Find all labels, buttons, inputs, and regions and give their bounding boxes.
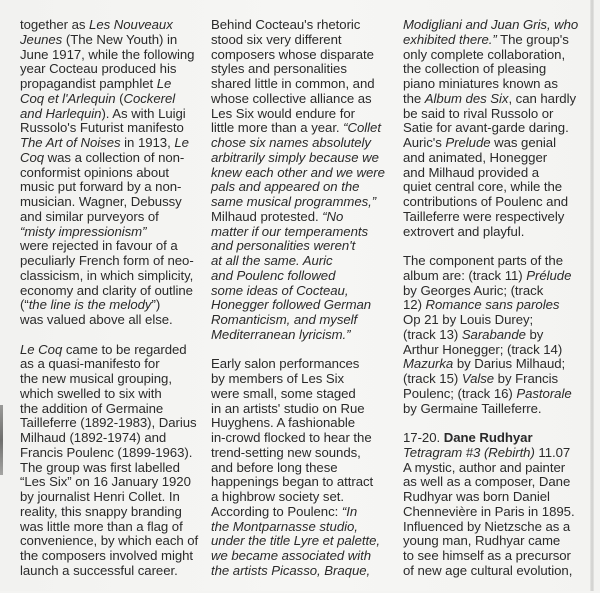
text-line	[211, 520, 391, 535]
text-run: , can hardly	[508, 90, 577, 106]
italic-text: “In	[341, 503, 358, 519]
text-run: by members of Les Six	[211, 371, 345, 386]
italic-text: Sarabande	[461, 326, 526, 342]
text-run: by Francis	[494, 371, 559, 386]
italic-text: Le	[174, 135, 189, 150]
text-run: (track 15)	[403, 371, 462, 386]
text-line	[20, 461, 200, 476]
text-line	[20, 77, 200, 92]
text-line	[403, 503, 575, 520]
text-line	[403, 402, 571, 417]
italic-text: Coq et l'Arlequin	[20, 90, 116, 106]
text-line	[403, 210, 571, 225]
text-run: Tailleferre were respectively	[403, 208, 565, 224]
text-run: The component parts of the	[403, 253, 563, 268]
text-line	[211, 416, 391, 431]
text-run: Behind Cocteau's rhetoric	[211, 17, 361, 32]
text-run: a highbrow society set.	[211, 489, 344, 504]
italic-text: the Montparnasse studio,	[211, 518, 358, 534]
text-run: propagandist pamphlet	[20, 76, 157, 91]
italic-text: matter if our temperaments	[211, 223, 369, 239]
text-line	[211, 18, 391, 33]
text-run: styles and personalities	[211, 61, 347, 77]
italic-text: Mediterranean lyricism.”	[211, 326, 351, 342]
italic-text: exhibited there.”	[403, 31, 497, 47]
text-run: Milhaud (1892-1974) and	[20, 430, 167, 445]
italic-text: Prélude	[526, 267, 572, 283]
text-line	[211, 239, 391, 254]
text-line	[20, 549, 200, 564]
text-run: and before long these	[211, 459, 338, 475]
text-run: by	[525, 326, 544, 342]
italic-text: Prelude	[445, 135, 491, 150]
text-run: album are: (track 11)	[403, 267, 527, 283]
italic-text: under the title Lyre et palette,	[211, 533, 380, 549]
italic-text: Honegger followed German	[211, 297, 372, 313]
text-line	[211, 475, 391, 490]
text-run: extrovert and playful.	[403, 223, 525, 239]
paragraph	[403, 430, 575, 579]
text-run: peculiarly French form of neo-	[20, 253, 194, 268]
italic-text: “No	[322, 208, 344, 224]
text-line	[211, 534, 391, 549]
text-line	[403, 549, 571, 564]
text-run: together as	[20, 17, 90, 32]
text-line	[20, 225, 200, 240]
italic-text: we became associated with	[211, 548, 372, 563]
text-line	[403, 90, 577, 107]
italic-text: Cockerel	[123, 90, 176, 106]
text-line	[403, 343, 571, 358]
text-line	[20, 520, 200, 535]
text-run: and Milhaud provided a	[403, 164, 539, 180]
text-run: year Cocteau produced his	[20, 61, 177, 77]
text-run: music put forward by a non-	[20, 179, 182, 195]
text-line	[403, 446, 571, 461]
text-line	[20, 490, 200, 505]
text-line	[403, 48, 571, 63]
text-run: in an artists' studio on Rue	[211, 400, 365, 416]
text-run: were rejected in favour of a	[20, 238, 178, 254]
italic-text: and Harlequin	[20, 105, 102, 121]
text-line	[403, 33, 571, 48]
text-line	[211, 372, 391, 387]
text-line	[211, 461, 391, 476]
text-run: A mystic, author and painter	[403, 459, 566, 475]
text-line	[211, 136, 391, 151]
text-line	[403, 284, 571, 299]
text-line	[403, 534, 571, 549]
italic-text: Le	[156, 76, 172, 91]
text-run: Chennevière in Paris in 1895.	[403, 503, 575, 519]
text-run: conformist opinions about	[20, 164, 170, 180]
text-line	[211, 387, 391, 402]
text-run: little more than a year.	[211, 120, 344, 136]
text-line	[403, 121, 571, 136]
text-line	[20, 62, 200, 77]
text-run: Satie for avant-garde daring.	[403, 120, 569, 136]
text-run: trend-setting new sounds,	[211, 444, 361, 460]
italic-text: the artists Picasso, Braque,	[211, 562, 371, 578]
italic-text: pals and appeared on the	[211, 179, 360, 195]
text-line	[403, 77, 571, 92]
text-line	[403, 195, 571, 210]
italic-text: chose six names absolutely	[211, 135, 371, 150]
text-run: economy and clarity of outline	[20, 282, 193, 298]
text-run: was a collection of non-	[44, 149, 185, 165]
text-line	[211, 284, 391, 299]
text-line	[403, 520, 571, 535]
italic-text: Romanticism, and myself	[211, 312, 358, 327]
text-line	[20, 446, 200, 461]
italic-text: and personalities weren't	[211, 238, 356, 254]
text-run: happenings began to attract	[211, 474, 374, 490]
text-run: stood six very different	[211, 31, 342, 47]
text-line	[20, 180, 200, 195]
text-line	[403, 431, 571, 446]
italic-text: Coq	[20, 149, 45, 165]
italic-text: at all the same. Auric	[211, 253, 333, 268]
text-column-3	[403, 17, 579, 593]
italic-text: Modigliani and Juan Gris, who	[403, 17, 579, 32]
text-run: ”)	[151, 297, 161, 313]
text-line	[403, 298, 571, 313]
text-line	[403, 313, 571, 328]
text-run: quiet central core, while the	[403, 179, 563, 195]
text-run: contributions of Poulenc and	[403, 194, 569, 209]
text-run: the addition of Germaine	[20, 400, 164, 416]
text-run: 11.07	[534, 444, 571, 460]
text-run: composers whose disparate	[211, 46, 374, 62]
italic-text: knew each other and we were	[211, 164, 385, 180]
text-run: Op 21 by Louis Durey;	[403, 312, 534, 327]
text-line	[211, 225, 391, 240]
text-line	[211, 564, 391, 579]
text-run: the new musical grouping,	[20, 371, 172, 386]
text-line	[20, 357, 200, 372]
text-line	[211, 446, 391, 461]
page-binding-edge	[590, 0, 594, 591]
text-run: Russolo's Futurist manifesto	[20, 120, 184, 136]
text-line	[20, 343, 200, 358]
text-run: classicism, in which simplicity,	[20, 267, 194, 283]
text-run: Francis Poulenc (1899-1963).	[20, 444, 193, 460]
scan-edge-mark	[0, 405, 3, 475]
text-line	[403, 372, 571, 387]
text-line	[403, 490, 571, 505]
paragraph	[403, 17, 579, 239]
text-line	[20, 210, 200, 225]
text-run: convenience, by which each of	[20, 533, 199, 549]
text-run: reality, this snappy branding	[20, 503, 182, 519]
text-run: Milhaud protested.	[211, 208, 323, 224]
text-line	[211, 180, 391, 195]
text-line	[211, 505, 391, 520]
text-run: came to be regarded	[62, 341, 187, 357]
text-line	[211, 254, 391, 269]
text-run: in 1913,	[120, 135, 175, 150]
italic-text: and Poulenc followed	[211, 267, 336, 283]
text-run: by Germaine Tailleferre.	[403, 400, 542, 416]
text-run: Early salon performances	[211, 356, 360, 372]
text-line	[211, 151, 391, 166]
text-line	[403, 62, 571, 77]
text-line	[20, 313, 200, 328]
text-line	[403, 17, 579, 33]
text-run: launch a successful career.	[20, 562, 178, 578]
text-line	[403, 328, 571, 343]
text-line	[403, 564, 571, 579]
text-run: by Georges Auric; (track	[403, 282, 544, 298]
italic-text: Pastorale	[516, 385, 572, 401]
text-line	[211, 402, 391, 417]
text-run: piano miniatures known as	[403, 76, 558, 91]
text-line	[403, 166, 571, 181]
text-line	[403, 136, 571, 151]
text-run: shared little in common, and	[211, 76, 375, 91]
text-run: 12)	[403, 297, 426, 313]
text-line	[20, 92, 200, 107]
italic-text: “Collet	[343, 120, 381, 136]
text-line	[403, 269, 571, 284]
text-line	[211, 313, 391, 328]
text-run: (The New Youth) in	[62, 31, 178, 47]
italic-text: Mazurka	[403, 356, 454, 372]
text-run: by Darius Milhaud;	[453, 356, 566, 372]
text-line	[403, 180, 571, 195]
text-column-1	[20, 18, 200, 593]
text-run: 17-20.	[403, 430, 444, 445]
text-line	[211, 62, 391, 77]
text-run: musician. Wagner, Debussy	[20, 194, 182, 209]
text-run: to see himself as a precursor	[403, 548, 571, 563]
text-line	[20, 505, 200, 520]
text-line	[20, 284, 200, 299]
text-run: as well as a composer, Dane	[403, 474, 571, 490]
text-line	[211, 166, 391, 181]
text-line	[211, 357, 391, 372]
text-run: Auric's	[403, 135, 446, 150]
text-line	[20, 254, 200, 269]
text-line	[211, 210, 391, 225]
text-run: whose collective alliance as	[211, 90, 372, 106]
text-run: Poulenc; (track 16)	[403, 385, 517, 401]
text-line	[211, 48, 391, 63]
text-column-2	[211, 18, 391, 593]
text-run: “Les Six” on 16 January 1920	[20, 474, 191, 490]
italic-text: some ideas of Cocteau,	[211, 282, 349, 298]
text-run: of new age cultural evolution,	[403, 562, 573, 578]
text-line	[211, 490, 391, 505]
text-line	[403, 254, 571, 269]
paragraph	[20, 18, 200, 328]
paragraph	[211, 18, 391, 343]
text-run: (	[115, 90, 124, 106]
text-line	[20, 48, 200, 63]
text-run: The group was first labelled	[20, 459, 180, 475]
text-run: ). As with Luigi	[101, 105, 186, 121]
text-line	[20, 121, 200, 136]
paragraph	[211, 357, 391, 578]
italic-text: Valse	[461, 371, 495, 386]
text-line	[211, 328, 391, 343]
text-line	[20, 239, 200, 254]
italic-text: Le Coq	[20, 341, 63, 357]
text-run: by journalist Henri Collet. In	[20, 489, 180, 504]
text-line	[211, 431, 391, 446]
italic-text: Jeunes	[20, 31, 63, 47]
bold-text: Dane Rudhyar	[443, 430, 533, 445]
text-line	[403, 225, 571, 240]
text-run: According to Poulenc:	[211, 503, 342, 519]
text-run: Tailleferre (1892-1983), Darius	[20, 415, 197, 431]
italic-text: arbitrarily simply because we	[211, 149, 379, 165]
text-line	[403, 461, 571, 476]
text-run: Huyghens. A fashionable	[211, 415, 356, 431]
text-line	[211, 298, 391, 313]
text-line	[403, 357, 571, 372]
text-run: was little more than a flag of	[20, 518, 183, 534]
text-line	[20, 195, 200, 210]
text-line	[211, 92, 391, 107]
italic-text: same musical programmes,”	[211, 194, 377, 209]
text-run: and similar purveyors of	[20, 208, 159, 224]
text-line	[20, 564, 200, 579]
text-line	[211, 549, 391, 564]
paragraph	[20, 343, 200, 579]
text-line	[211, 107, 391, 122]
text-line	[211, 269, 391, 284]
italic-text: Les Nouveaux	[89, 17, 173, 32]
italic-text: “misty impressionism”	[20, 223, 147, 239]
italic-text: Album des Six	[424, 90, 509, 106]
text-line	[20, 269, 200, 284]
text-line	[403, 387, 571, 402]
text-line	[20, 534, 200, 549]
text-line	[20, 107, 200, 122]
text-line	[20, 402, 200, 417]
text-line	[20, 372, 200, 387]
text-line	[20, 475, 200, 490]
text-run: be said to rival Russolo or	[403, 105, 554, 121]
text-line	[20, 18, 200, 33]
text-line	[403, 107, 571, 122]
text-line	[403, 151, 571, 166]
text-run: was genial	[490, 135, 556, 150]
text-line	[211, 195, 391, 210]
italic-text: Tetragram #3 (Rebirth)	[403, 444, 535, 460]
italic-text: the line is the melody	[28, 297, 152, 313]
text-run: in-crowd flocked to hear the	[211, 430, 372, 445]
text-run: was valued above all else.	[20, 312, 173, 327]
text-run: the collection of pleasing	[403, 61, 547, 77]
text-line	[20, 33, 200, 48]
text-line	[20, 387, 200, 402]
text-run: the	[403, 90, 425, 106]
text-line	[20, 151, 200, 166]
text-run: only complete collaboration,	[403, 46, 566, 62]
text-line	[20, 166, 200, 181]
text-line	[20, 431, 200, 446]
text-line	[211, 77, 391, 92]
text-line	[403, 475, 571, 490]
text-line	[211, 33, 391, 48]
text-run: as a quasi-manifesto for	[20, 356, 160, 372]
text-run: Influenced by Nietzsche as a	[403, 518, 571, 534]
text-run: the composers involved might	[20, 548, 194, 563]
text-run: June 1917, while the following	[20, 46, 195, 62]
italic-text: Romance sans paroles	[425, 297, 560, 313]
text-line	[20, 136, 200, 151]
text-run: were small, some staged	[211, 385, 356, 401]
text-run: young man, Rudhyar came	[403, 533, 561, 549]
text-run: and animated, Honegger	[403, 149, 548, 165]
text-run: The group's	[496, 31, 569, 47]
text-line	[20, 298, 200, 313]
text-run: Les Six would endure for	[211, 105, 355, 121]
text-run: which swelled to six with	[20, 385, 162, 401]
italic-text: The Art of Noises	[20, 135, 121, 150]
text-line	[20, 416, 200, 431]
text-run: (track 13)	[403, 326, 462, 342]
text-run: Arthur Honegger; (track 14)	[403, 341, 563, 357]
text-line	[211, 121, 391, 136]
paragraph	[403, 254, 571, 416]
text-run: (“	[20, 297, 29, 313]
text-run: Rudhyar was born Daniel	[403, 489, 550, 504]
